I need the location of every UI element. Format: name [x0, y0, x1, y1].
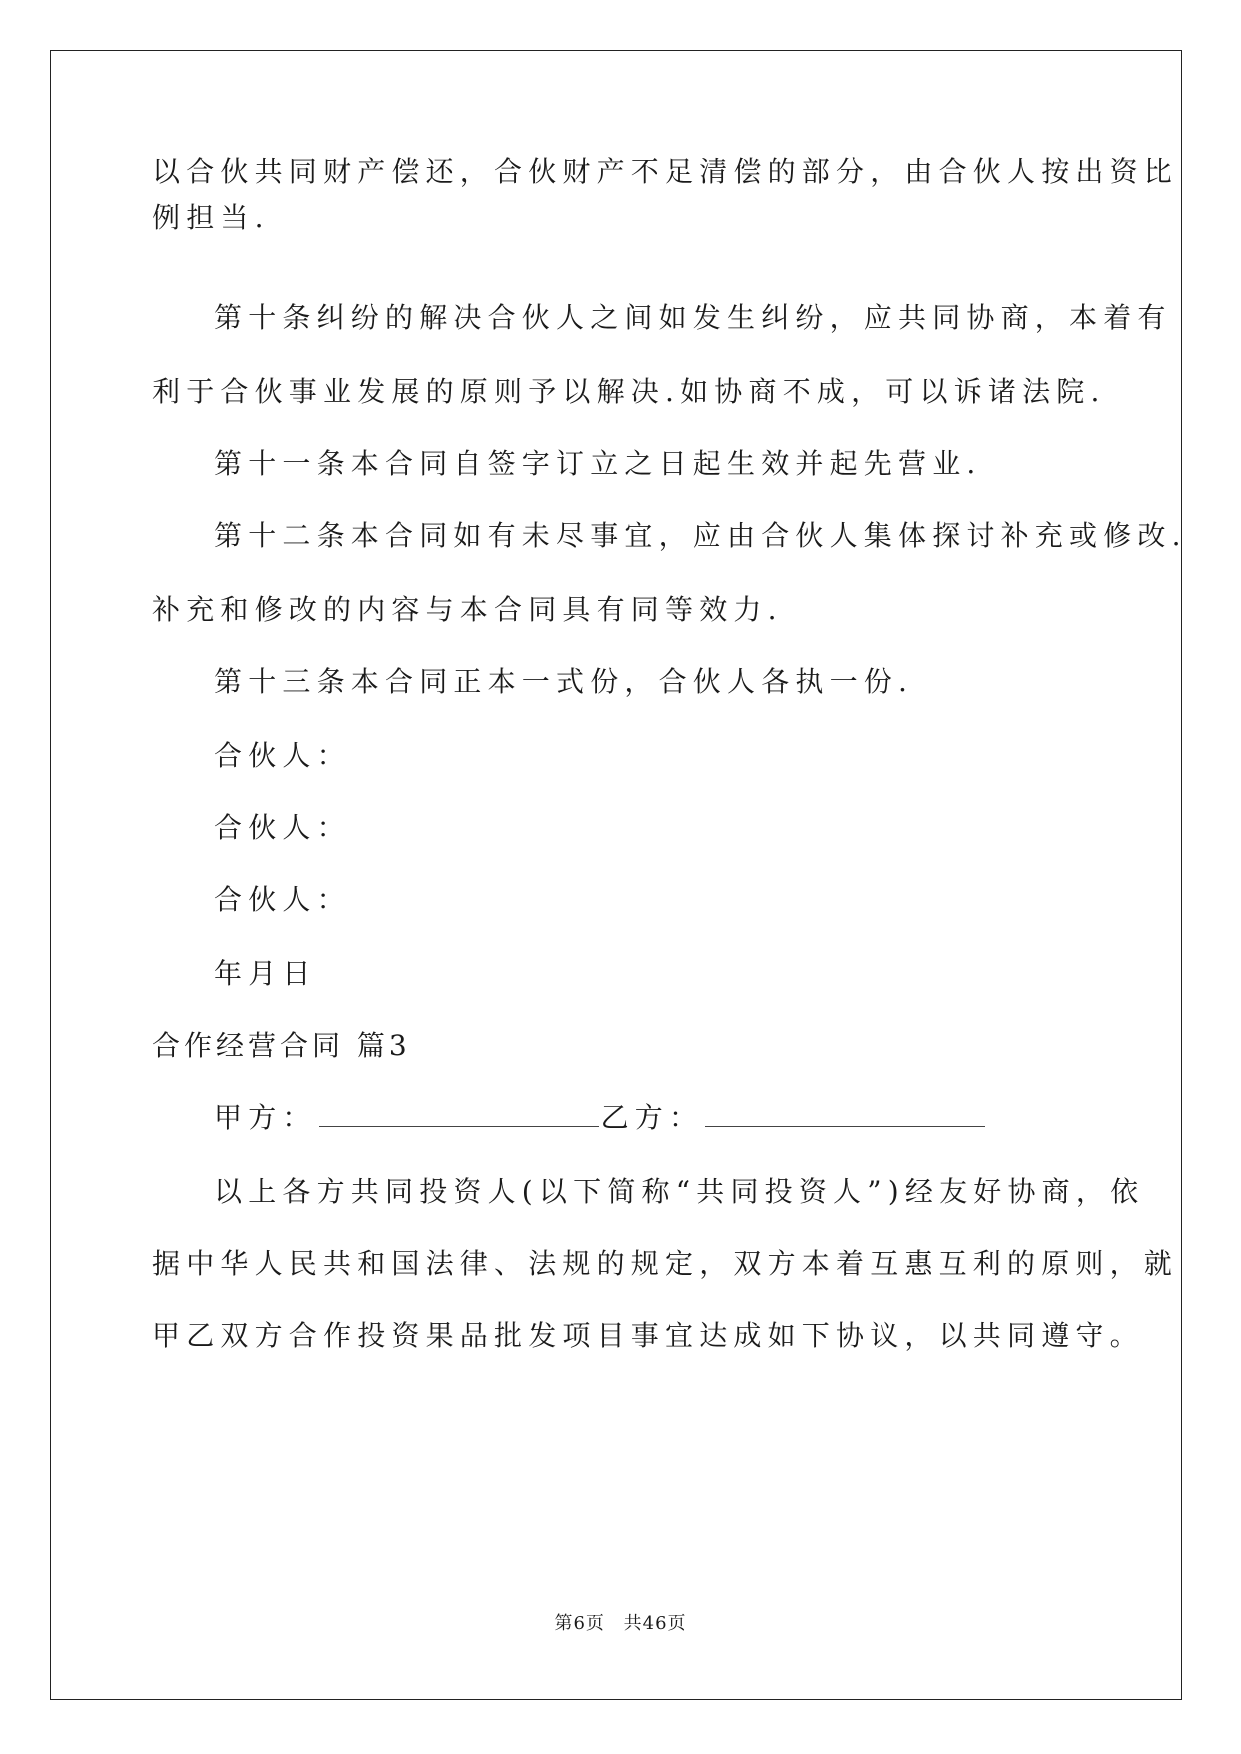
section-title: 合作经营合同 篇3 — [152, 1029, 411, 1062]
partner-signature-line: 合伙人： — [214, 883, 351, 916]
party-b-label: 乙方： — [600, 1101, 704, 1134]
paragraph-line: 以合伙共同财产偿还，合伙财产不足清偿的部分，由合伙人按出资比 — [152, 155, 1179, 188]
paragraph-line: 例担当. — [152, 201, 270, 234]
paragraph-line: 以上各方共同投资人(以下简称“共同投资人”)经友好协商，依 — [214, 1175, 1145, 1208]
partner-signature-line: 合伙人： — [214, 739, 351, 772]
party-a-label: 甲方： — [214, 1101, 317, 1134]
paragraph-line: 利于合伙事业发展的原则予以解决.如协商不成，可以诉诸法院. — [152, 375, 1106, 408]
page-footer — [0, 1612, 1241, 1636]
party-a-blank — [319, 1100, 599, 1127]
page-frame — [50, 50, 1182, 1700]
article-12-line: 第十二条本合同如有未尽事宜，应由合伙人集体探讨补充或修改. — [214, 519, 1187, 552]
paragraph-line: 据中华人民共和国法律、法规的规定，双方本着互惠互利的原则，就 — [152, 1247, 1179, 1280]
paragraph-line: 补充和修改的内容与本合同具有同等效力. — [152, 593, 783, 626]
article-11-line: 第十一条本合同自签字订立之日起生效并起先营业. — [214, 447, 982, 480]
party-line — [214, 1100, 987, 1136]
total-pages-label: 共46页 — [623, 1613, 687, 1634]
party-b-blank — [705, 1100, 985, 1127]
article-13-line: 第十三条本合同正本一式份，合伙人各执一份. — [214, 665, 914, 698]
article-10-line: 第十条纠纷的解决合伙人之间如发生纠纷，应共同协商，本着有 — [214, 301, 1172, 334]
date-line: 年月日 — [214, 957, 317, 990]
current-page-label: 第6页 — [554, 1613, 605, 1634]
paragraph-line: 甲乙双方合作投资果品批发项目事宜达成如下协议，以共同遵守。 — [152, 1319, 1144, 1352]
partner-signature-line: 合伙人： — [214, 811, 351, 844]
